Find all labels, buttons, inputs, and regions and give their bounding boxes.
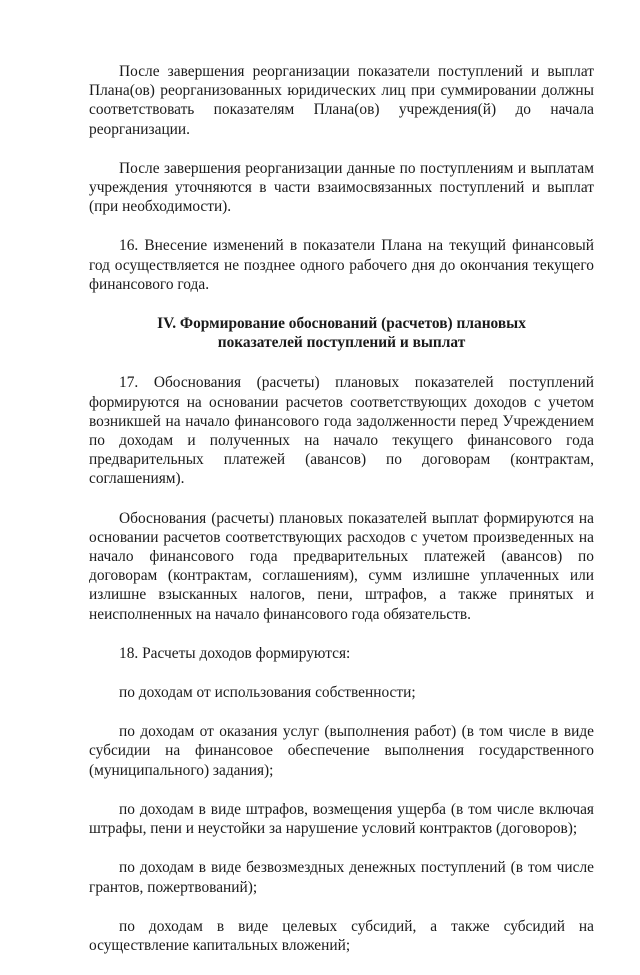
list-item-gratuitous-income: по доходам в виде безвозмездных денежных поступлений (в том числе грантов, пожертвований); bbox=[89, 859, 594, 896]
paragraph-16-plan-changes: 16. Внесение изменений в показатели Плана на текущий финансовый год осуществляется не позднее одного рабочего дня до окончания текущего финансового года. bbox=[89, 237, 594, 293]
paragraph-reorganization-clarification: После завершения реорганизации данные по поступлениям и выплатам учреждения уточняются в части взаимосвязанных поступлений и выплат (при необходимости). bbox=[89, 159, 594, 216]
section-heading bbox=[89, 314, 594, 352]
list-item-property-income: по доходам от использования собственности; bbox=[119, 684, 416, 702]
list-item-target-subsidies-income: по доходам в виде целевых субсидий, а также субсидий на осуществление капитальных вложений; bbox=[89, 917, 594, 954]
paragraph-payments-justification: Обоснования (расчеты) плановых показателей выплат формируются на основании расчетов соответствующих расходов с учетом произведенных на начало финансового года предварительных платежей (авансов) по договорам (контрактам, соглашениям), сумм излишне уплаченных или излишне взысканных налогов, пени, штрафов, а также принятых и неисполненных на начало финансового года обязательств. bbox=[89, 509, 594, 623]
section-heading-line1: IV. Формирование обоснований (расчетов) плановых bbox=[157, 315, 526, 333]
paragraph-17-receipts-justification: 17. Обоснования (расчеты) плановых показателей поступлений формируются на основании расчетов соответствующих доходов с учетом возникшей на начало финансового года задолженности перед Учреждением по доходам и полученных на начало текущего финансового года предварительных платежей (авансов) по договорам (контрактам, соглашениям). bbox=[89, 374, 594, 488]
list-item-fines-income: по доходам в виде штрафов, возмещения ущерба (в том числе включая штрафы, пени и неустойки за нарушение условий контрактов (договоров); bbox=[89, 800, 594, 838]
paragraph-reorganization-totals: После завершения реорганизации показатели поступлений и выплат Плана(ов) реорганизованных юридических лиц при суммировании должны соответствовать показателям Плана(ов) учреждения(й) до начала реорганизации. bbox=[89, 63, 594, 138]
document-page bbox=[89, 62, 594, 975]
list-item-services-income: по доходам от оказания услуг (выполнения работ) (в том числе в виде субсидии на финансовое обеспечение выполнения государственного (муниципального) задания); bbox=[89, 723, 594, 779]
paragraph-18-income-calculations: 18. Расчеты доходов формируются: bbox=[119, 644, 351, 662]
section-heading-line2: показателей поступлений и выплат bbox=[217, 334, 466, 352]
